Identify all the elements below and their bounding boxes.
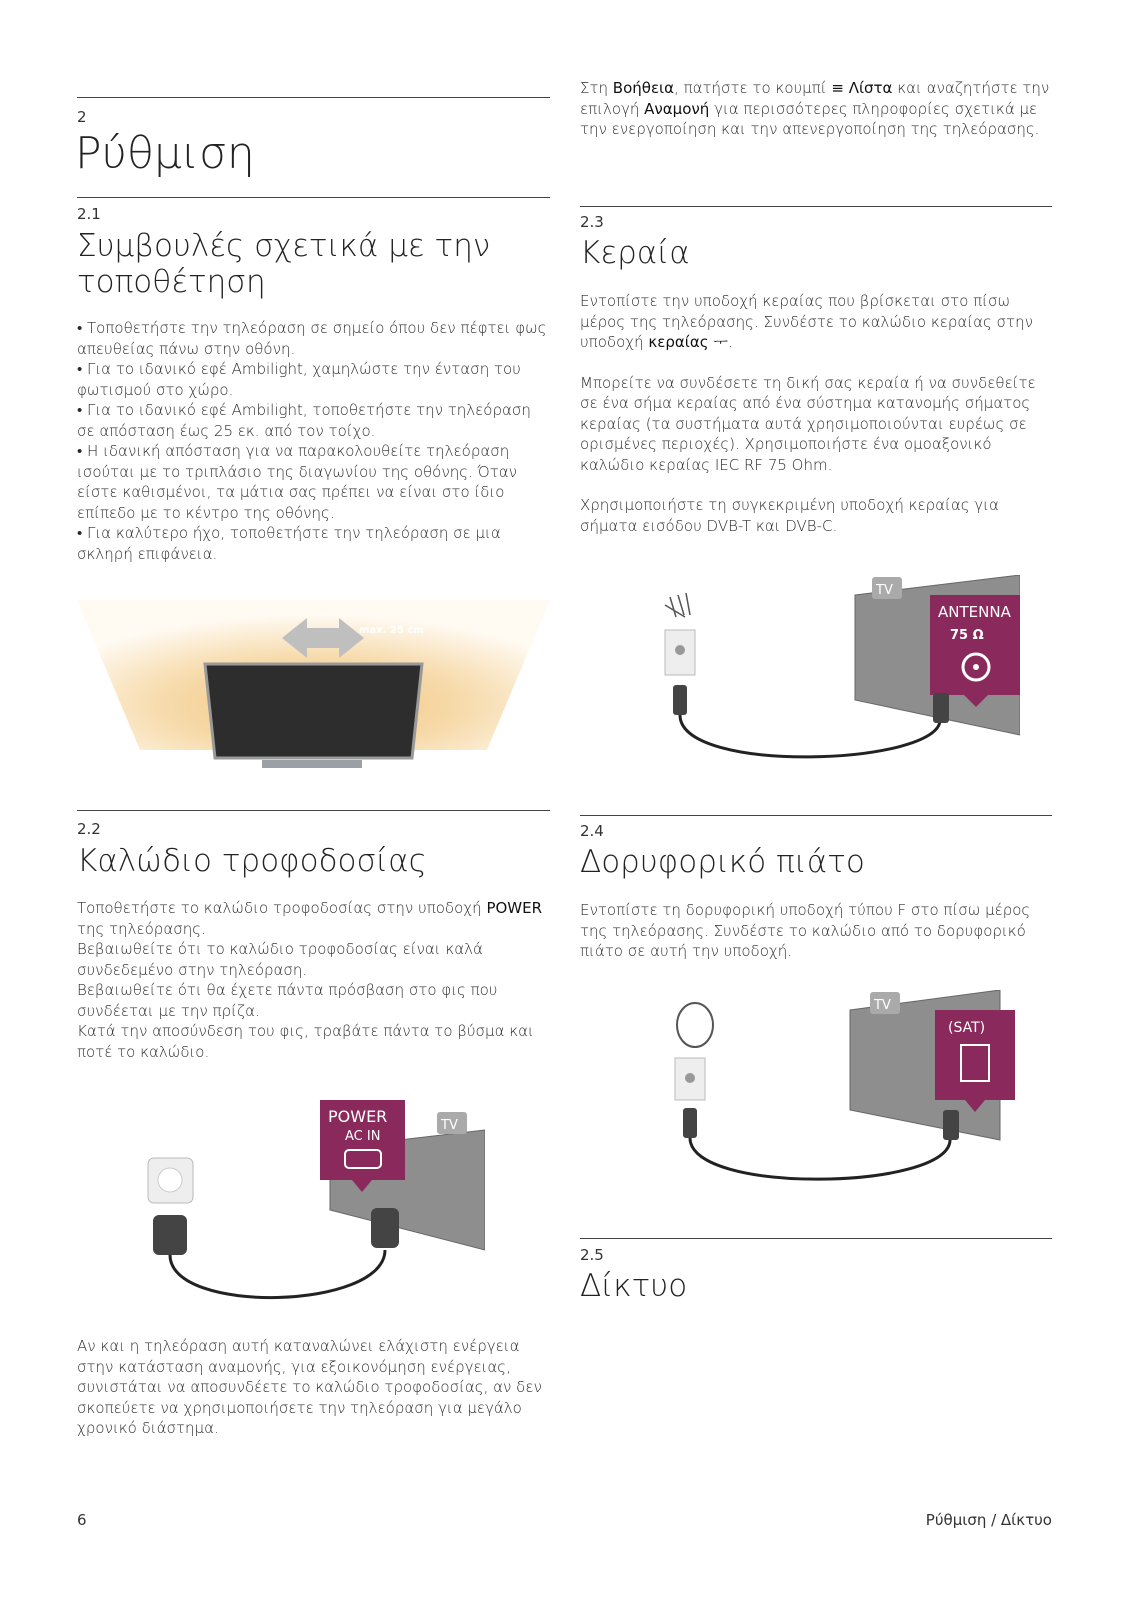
tv-stand: [262, 760, 362, 768]
section-2-5-number: 2.5: [580, 1246, 604, 1264]
chapter-rule: [77, 97, 550, 98]
tv-label: TV: [876, 583, 893, 598]
antenna-icon: [665, 593, 690, 617]
antenna-symbol-icon: ᅮ: [713, 333, 728, 351]
section-2-1-rule: [77, 197, 550, 198]
sat-label: (SAT): [948, 1020, 986, 1036]
ohm-label: 75 Ω: [950, 628, 984, 643]
tv-screen: [205, 664, 422, 758]
power-cable-text: Τοποθετήστε το καλώδιο τροφοδοσίας στην υποδοχή POWER της τηλεόρασης. Βεβαιωθείτε ότι το καλώδιο τροφοδοσίας είναι καλά συνδεδεμένο στην τηλεόραση. Βεβαιωθείτε ότι θα έχετε πάντα πρόσβαση στο φις που συνδέεται με την πρίζα. Κατά την αποσύνδεση του φις, τραβάτε πάντα το βύσμα και ποτέ το καλώδιο.: [77, 899, 543, 1061]
section-2-1-title: Συμβουλές σχετικά με την τοποθέτηση: [77, 228, 491, 300]
satellite-connection-illustration: [665, 990, 1020, 1205]
section-2-3-title: Κεραία: [580, 235, 690, 271]
ambilight-illustration: [77, 600, 550, 795]
section-2-3-number: 2.3: [580, 213, 604, 231]
antenna-connector-icon: [933, 693, 949, 723]
satellite-dish-icon: [677, 1003, 713, 1047]
satellite-text: Εντοπίστε τη δορυφορική υποδοχή τύπου F στο πίσω μέρος της τηλεόρασης. Συνδέστε το καλώδιο από το δορυφορικό πιάτο σε αυτή την υποδοχή.: [580, 901, 1031, 960]
distance-label: max. 25 cm: [359, 625, 424, 636]
placement-tips-list: [77, 318, 547, 564]
chapter-title: Ρύθμιση: [75, 128, 255, 179]
satellite-connector-icon: [943, 1110, 959, 1140]
power-plug-icon: [153, 1215, 187, 1255]
antenna-connection-illustration: [660, 575, 1020, 790]
power-label: POWER: [328, 1107, 388, 1126]
power-keyword: POWER: [486, 899, 543, 917]
footer-section: Ρύθμιση / Δίκτυο: [925, 1511, 1052, 1529]
antenna-text: Εντοπίστε την υποδοχή κεραίας που βρίσκεται στο πίσω μέρος της τηλεόρασης. Συνδέστε το καλώδιο κεραίας στην υποδοχή κεραίας ᅮ. Μπορείτε να συνδέσετε τη δική σας κεραία ή να συνδεθείτε σε ένα σήμα κεραίας από ένα σύστημα κατανομής σήματος κεραίας (τα συστήματα αυτά χρησιμοποιούνται ευρέως σε ορισμένες περιοχές). Χρησιμοποιήστε ένα ομοαξονικό καλώδιο κεραίας IEC RF 75 Ohm. Χρησιμοποιήστε τη συγκεκριμένη υποδοχή κεραίας για σήματα εισόδου DVB-T και DVB-C.: [580, 292, 1036, 535]
section-2-5-title: Δίκτυο: [580, 1268, 688, 1304]
section-2-1-number: 2.1: [77, 205, 101, 223]
tip-item: • Για καλύτερο ήχο, τοποθετήστε την τηλεόραση σε μια σκληρή επιφάνεια.: [77, 524, 501, 563]
power-connection-illustration: [145, 1100, 485, 1315]
tv-label: TV: [874, 998, 891, 1013]
help-intro-text: Στη Βοήθεια, πατήστε το κουμπί ≡ Λίστα και αναζητήστε την επιλογή Αναμονή για περισσότερες πληροφορίες σχετικά με την ενεργοποίηση και την απενεργοποίηση της τηλεόρασης.: [580, 79, 1050, 138]
ac-in-label: AC IN: [345, 1129, 381, 1144]
power-connector-icon: [371, 1208, 399, 1248]
section-2-2-number: 2.2: [77, 820, 101, 838]
tip-item: • Για το ιδανικό εφέ Ambilight, χαμηλώστε την ένταση του φωτισμού στο χώρο.: [77, 360, 521, 399]
section-2-5-rule: [580, 1238, 1052, 1239]
tip-item: • Η ιδανική απόσταση για να παρακολουθείτε τηλεόραση ισούται με το τριπλάσιο της διαγωνίου της οθόνης. Όταν είστε καθισμένοι, τα μάτια σας πρέπει να είναι στο ίδιο επίπεδο με το κέντρο της οθόνης.: [77, 442, 518, 522]
section-2-2-rule: [77, 810, 550, 811]
antenna-label: ANTENNA: [938, 603, 1011, 621]
satellite-plug-icon: [683, 1108, 697, 1138]
tip-item: • Τοποθετήστε την τηλεόραση σε σημείο όπου δεν πέφτει φως απευθείας πάνω στην οθόνη.: [77, 319, 547, 358]
section-2-4-rule: [580, 815, 1052, 816]
antenna-plug-icon: [673, 685, 687, 715]
list-icon: ≡: [831, 79, 844, 97]
tip-item: • Για το ιδανικό εφέ Ambilight, τοποθετήστε την τηλεόραση σε απόσταση έως 25 εκ. από τον τοίχο.: [77, 401, 531, 440]
section-2-4-number: 2.4: [580, 822, 604, 840]
section-2-2-title: Καλώδιο τροφοδοσίας: [77, 843, 427, 879]
chapter-number: 2: [77, 108, 87, 126]
standby-note: Αν και η τηλεόραση αυτή καταναλώνει ελάχιστη ενέργεια στην κατάσταση αναμονής, για εξοικονόμηση ενέργειας, συνιστάται να αποσυνδέετε το καλώδιο τροφοδοσίας, αν δεν σκοπεύετε να χρησιμοποιήσετε την τηλεόραση για μεγάλο χρονικό διάστημα.: [77, 1337, 542, 1437]
section-2-4-title: Δορυφορικό πιάτο: [580, 844, 865, 880]
page-number: 6: [77, 1511, 87, 1529]
section-2-3-rule: [580, 206, 1052, 207]
tv-label: TV: [441, 1118, 458, 1133]
